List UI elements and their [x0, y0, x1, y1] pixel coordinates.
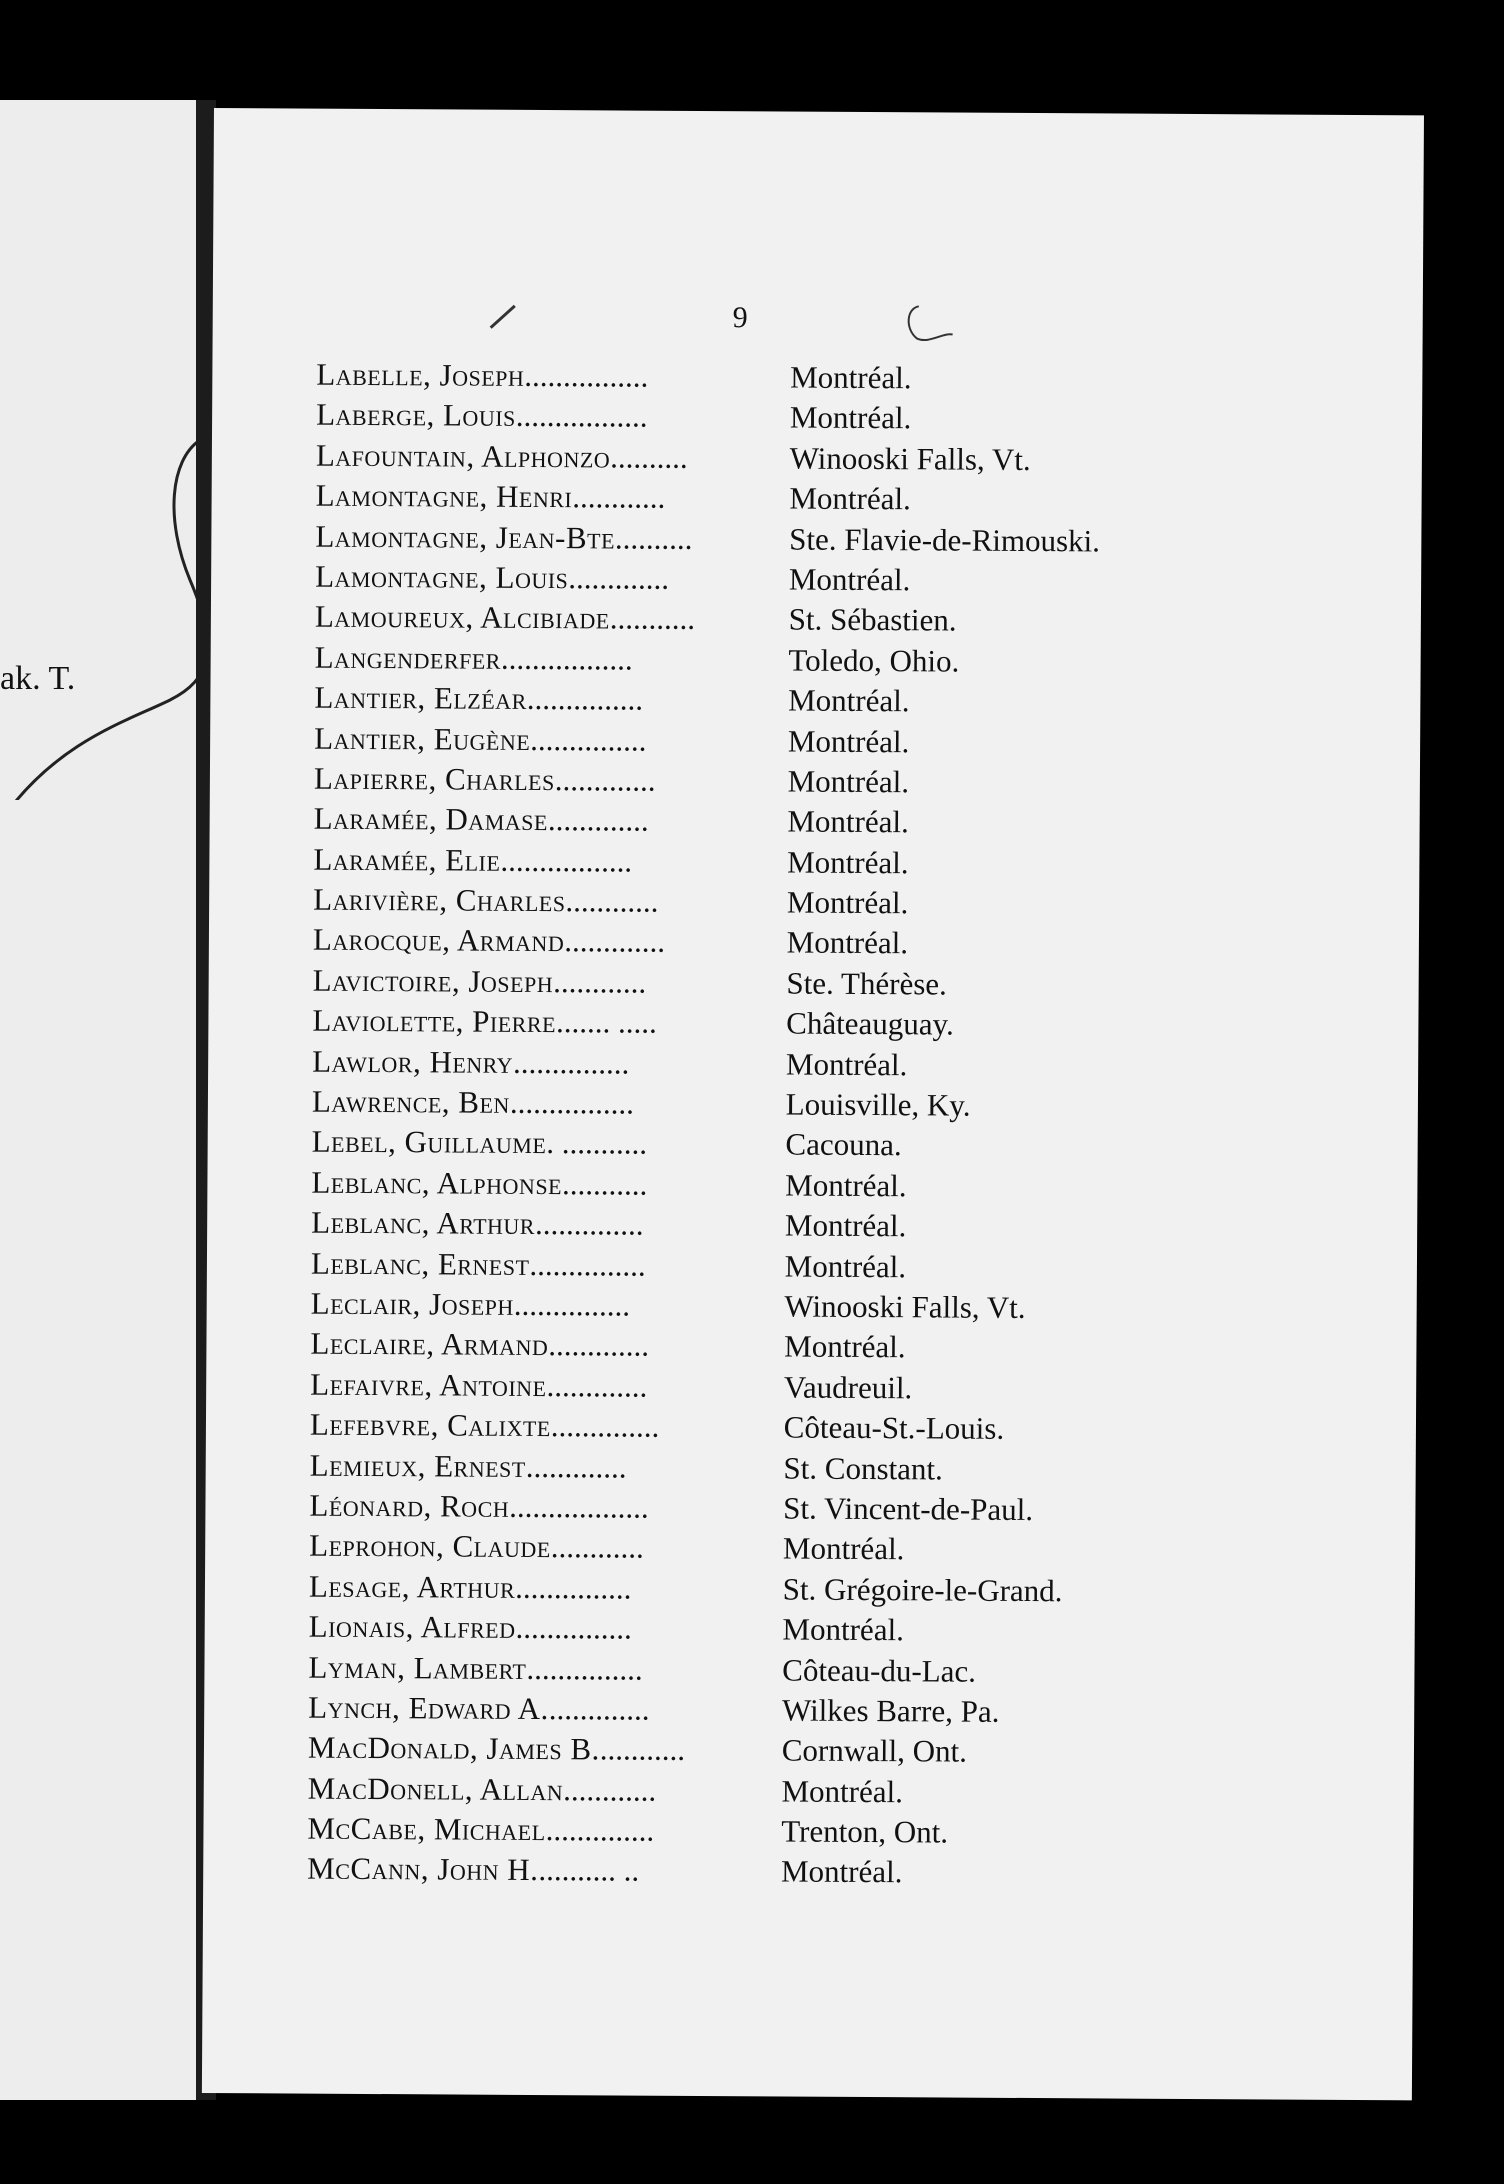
dot-leader: ............... — [515, 1569, 632, 1606]
list-item — [311, 1205, 1331, 1252]
entry-place: Montréal. — [787, 803, 909, 840]
entry-name: Lionais, Alfred — [308, 1608, 516, 1645]
list-item — [315, 559, 1335, 606]
list-item — [310, 1447, 1330, 1494]
dot-leader: ................ — [524, 357, 649, 394]
list-item — [313, 882, 1333, 929]
dot-leader: ............. — [548, 1327, 650, 1364]
list-item — [309, 1528, 1329, 1575]
dot-leader: ............... — [526, 681, 644, 717]
entry-name: Leclair, Joseph — [310, 1285, 514, 1322]
entry-name: Lapierre, Charles — [313, 760, 555, 798]
list-item — [309, 1568, 1329, 1615]
list-item — [315, 478, 1335, 525]
list-item — [308, 1730, 1328, 1777]
dot-leader: ............. — [564, 923, 666, 960]
dot-leader: ........... — [599, 1731, 686, 1768]
list-item — [316, 397, 1336, 444]
entry-place: Montréal. — [790, 359, 912, 396]
entry-name: Laviolette, Pierre — [312, 1002, 557, 1040]
entry-name: MacDonald, James B. — [307, 1729, 600, 1767]
entry-name: Lamontagne, Jean-Bte — [315, 518, 616, 556]
dot-leader: ....... ..... — [555, 1004, 657, 1040]
entry-name: Leclaire, Armand — [310, 1325, 549, 1363]
entry-place: St. Vincent-de-Paul. — [783, 1490, 1034, 1527]
dot-leader: ................. — [515, 398, 648, 435]
entry-place: Châteauguay. — [786, 1005, 954, 1042]
list-item — [308, 1689, 1328, 1736]
entry-place: Montréal. — [788, 561, 911, 598]
entry-name: MacDonell, Allan — [307, 1770, 564, 1807]
list-item — [308, 1770, 1328, 1817]
list-item — [313, 962, 1333, 1009]
entry-name: Lyman, Lambert — [308, 1649, 527, 1686]
entry-name: Larivière, Charles — [313, 881, 566, 919]
dot-leader: ............. — [554, 762, 656, 798]
entry-name: Labelle, Joseph — [316, 356, 525, 393]
entry-place: Montréal. — [786, 884, 909, 921]
entry-place: Montréal. — [789, 480, 911, 517]
list-item — [313, 841, 1333, 888]
list-item — [310, 1407, 1330, 1454]
list-item — [312, 1003, 1332, 1050]
entry-place: Winooski Falls, Vt. — [789, 440, 1031, 477]
entry-place: Toledo, Ohio. — [788, 642, 960, 679]
entry-name: Lefebvre, Calixte — [309, 1406, 551, 1444]
entry-place: Montréal. — [782, 1611, 904, 1648]
dot-leader: ........... — [609, 600, 696, 637]
dot-leader: . ........... — [546, 1125, 648, 1162]
entry-place: Côteau-St.-Louis. — [783, 1409, 1005, 1447]
entry-name: Lamontagne, Henri — [315, 477, 573, 515]
dot-leader: .......... — [614, 520, 693, 556]
entry-name: Lamoureux, Alcibiade — [314, 598, 610, 636]
dot-leader: ........... — [561, 1165, 648, 1202]
list-item — [315, 599, 1335, 646]
dot-leader: ............ — [572, 479, 666, 515]
list-item — [314, 801, 1334, 848]
dot-leader: ............ — [563, 1771, 657, 1808]
entry-name: Lantier, Elzéar — [314, 679, 527, 717]
entry-name: McCabe, Michael — [307, 1810, 546, 1848]
entry-name: Lemieux, Ernest — [309, 1447, 526, 1484]
entry-name: Laberge, Louis — [316, 397, 516, 434]
list-item — [315, 518, 1335, 565]
entry-name: Laramée, Elie — [313, 841, 501, 878]
entry-place: Ste. Thérèse. — [786, 965, 947, 1002]
list-item — [307, 1851, 1327, 1898]
dot-leader: ............ — [553, 963, 647, 1000]
list-item — [316, 357, 1336, 404]
entry-name: Larocque, Armand — [312, 922, 565, 959]
entry-place: Côteau-du-Lac. — [782, 1652, 977, 1689]
entry-place: Montréal. — [785, 1167, 907, 1204]
dot-leader: ............. — [546, 1367, 648, 1404]
entry-place: Montréal. — [784, 1328, 906, 1365]
dot-leader: .................. — [509, 1488, 649, 1525]
entry-name: Laramée, Damase — [313, 800, 548, 838]
list-item — [312, 1124, 1332, 1171]
entry-name: Lawlor, Henry — [312, 1043, 514, 1080]
dot-leader: ............... — [529, 1246, 646, 1283]
list-item — [312, 1084, 1332, 1131]
entry-place: Montréal. — [789, 399, 912, 436]
entry-name: Lantier, Eugène — [314, 720, 531, 757]
entry-name: Langenderfer — [314, 639, 502, 676]
previous-page-fragment: ak. T. — [0, 660, 76, 697]
entry-name: Lefaivre, Antoine — [310, 1366, 547, 1403]
dot-leader: ............. — [548, 1690, 650, 1727]
entry-name: Lamontagne, Louis — [315, 558, 569, 596]
dot-leader: ............... — [512, 1044, 630, 1081]
entry-place: Montréal. — [784, 1248, 907, 1284]
entry-name: Léonard, Roch — [309, 1487, 510, 1524]
entry-name: Lafountain, Alphonzo — [315, 437, 611, 475]
entry-place: Montréal. — [787, 763, 910, 800]
entry-name: Lesage, Arthur — [308, 1568, 516, 1605]
list-item — [310, 1366, 1330, 1413]
dot-leader: ............ — [565, 883, 659, 919]
entry-place: Montréal. — [784, 1207, 907, 1244]
entry-name: McCann, John H. — [307, 1851, 539, 1888]
list-item — [309, 1609, 1329, 1656]
entry-name: Lavictoire, Joseph — [312, 962, 554, 999]
dot-leader: ................. — [500, 640, 633, 677]
entry-name: Lynch, Edward A. — [308, 1689, 549, 1726]
dot-leader: .............. — [550, 1408, 660, 1444]
dot-leader: ............. — [547, 802, 649, 838]
entry-place: Cacouna. — [785, 1126, 902, 1163]
dot-leader: ............... — [526, 1650, 643, 1687]
list-item — [314, 680, 1334, 727]
entry-name: Lawrence, Ben — [311, 1083, 510, 1120]
dot-leader: .............. — [545, 1812, 655, 1848]
entry-name: Leblanc, Ernest — [310, 1245, 530, 1282]
dot-leader: ............ — [550, 1529, 644, 1565]
entry-place: Montréal. — [782, 1530, 905, 1567]
list-item — [314, 761, 1334, 808]
list-item — [307, 1811, 1327, 1858]
entry-place: Vaudreuil. — [783, 1369, 913, 1406]
entry-place: Montréal. — [786, 924, 909, 961]
entry-place: Wilkes Barre, Pa. — [781, 1692, 1000, 1729]
dot-leader: ............. — [525, 1448, 627, 1485]
pencil-circle-mark — [899, 298, 959, 348]
list-item — [308, 1649, 1328, 1696]
entry-place: Montréal. — [780, 1853, 903, 1890]
dot-leader: ............... — [530, 721, 647, 758]
list-item — [312, 1043, 1332, 1090]
entry-place: Cornwall, Ont. — [781, 1732, 967, 1769]
entry-place: Montréal. — [787, 723, 910, 759]
dot-leader: .......... — [610, 439, 688, 475]
entry-place: Montréal. — [785, 1046, 908, 1082]
entry-name: Leblanc, Alphonse — [311, 1164, 563, 1201]
dot-leader: ................. — [500, 842, 633, 879]
previous-page — [0, 100, 200, 2100]
name-list — [307, 357, 1336, 1898]
entry-place: Ste. Flavie-de-Rimouski. — [789, 521, 1101, 558]
dot-leader: ............... — [513, 1286, 631, 1323]
entry-name: Leblanc, Arthur — [311, 1204, 536, 1242]
list-item — [313, 922, 1333, 969]
pencil-tick-mark — [489, 302, 519, 332]
list-item — [311, 1286, 1331, 1333]
dot-leader: .............. — [534, 1206, 644, 1242]
entry-place: St. Constant. — [783, 1450, 943, 1487]
entry-place: St. Sébastien. — [788, 601, 957, 638]
list-item — [309, 1488, 1329, 1535]
entry-place: Montréal. — [787, 844, 909, 880]
entry-place: St. Grégoire-le-Grand. — [782, 1571, 1063, 1608]
dot-leader: ............... — [515, 1609, 632, 1646]
entry-name: Lebel, Guillaume — [311, 1124, 547, 1161]
entry-place: Trenton, Ont. — [781, 1813, 949, 1850]
dot-leader: .......... .. — [538, 1852, 640, 1889]
list-item — [311, 1245, 1331, 1292]
dot-leader: ................ — [509, 1084, 634, 1121]
document-page — [202, 108, 1424, 2100]
entry-place: Montréal. — [788, 682, 910, 719]
page-number: 9 — [732, 301, 748, 335]
entry-place: Louisville, Ky. — [785, 1086, 971, 1123]
list-item — [315, 639, 1335, 686]
list-item — [314, 720, 1334, 767]
pencil-bracket-mark — [0, 440, 200, 800]
entry-name: Leprohon, Claude — [309, 1527, 551, 1565]
list-item — [316, 437, 1336, 484]
dot-leader: ............. — [568, 560, 670, 596]
entry-place: Winooski Falls, Vt. — [784, 1288, 1026, 1325]
entry-place: Montréal. — [781, 1773, 904, 1809]
list-item — [311, 1164, 1331, 1211]
list-item — [310, 1326, 1330, 1373]
